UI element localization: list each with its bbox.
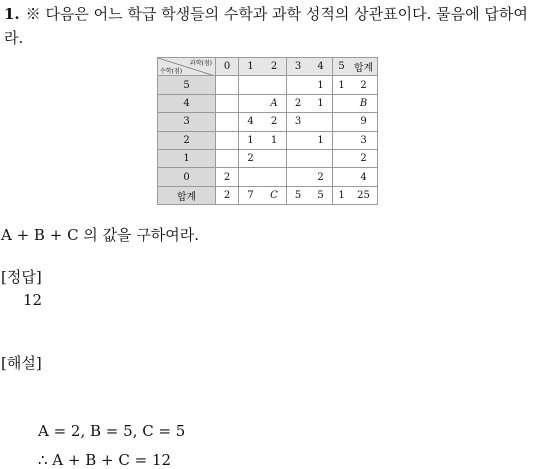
row-header: 합계 <box>158 186 216 204</box>
corner-label-science: 과학(점) <box>189 60 212 67</box>
table-cell <box>262 76 287 94</box>
table-cell <box>333 113 351 131</box>
table-cell: C <box>270 189 278 201</box>
corner-label-math: 수학(점) <box>160 68 183 76</box>
row-total-cell: B <box>350 94 378 112</box>
table-cell: 1 <box>239 131 263 149</box>
table-cell <box>287 131 310 149</box>
table-cell: 1 <box>317 134 324 146</box>
row-total-cell: 4 <box>350 168 378 186</box>
table-cell <box>333 168 351 186</box>
col-header: 4 <box>309 58 333 76</box>
table-cell <box>216 131 239 149</box>
row-header: 4 <box>158 94 216 112</box>
correlation-table-wrapper <box>157 57 378 205</box>
table-cell <box>216 76 239 94</box>
question-text: ※ 다음은 어느 학급 학생들의 수학과 과학 성적의 상관표이다. 물음에 답하여라. <box>4 5 528 47</box>
table-cell <box>216 94 239 112</box>
table-cell <box>287 149 310 167</box>
solution-line-1: A = 2, B = 5, C = 5 <box>38 422 186 440</box>
col-header: 3 <box>287 58 310 76</box>
table-cell <box>309 113 333 131</box>
table-total-row <box>158 186 378 204</box>
table-row <box>158 94 378 112</box>
table-row <box>158 76 378 94</box>
table-row <box>158 168 378 186</box>
row-header: 1 <box>158 149 216 167</box>
table-cell <box>216 113 239 131</box>
row-total-cell: 2 <box>350 76 378 94</box>
table-cell: 2 <box>239 149 263 167</box>
table-cell: 1 <box>317 79 324 91</box>
answer-heading: [정답] <box>1 268 42 286</box>
table-row <box>158 149 378 167</box>
table-cell <box>262 149 287 167</box>
table-cell: 7 <box>239 186 263 204</box>
table-cell <box>333 131 351 149</box>
table-cell: 2 <box>287 94 310 112</box>
table-cell: 1 <box>270 134 278 146</box>
table-cell: 2 <box>317 171 324 183</box>
col-header: 0 <box>216 58 239 76</box>
row-total-cell: 9 <box>350 113 378 131</box>
table-row <box>158 131 378 149</box>
table-cell <box>287 168 310 186</box>
table-row <box>158 113 378 131</box>
col-header: 1 <box>239 58 263 76</box>
col-header: 2 <box>262 58 287 76</box>
table-cell: A <box>270 97 278 109</box>
table-cell: 3 <box>287 113 310 131</box>
table-cell <box>287 76 310 94</box>
table-cell: 1 <box>333 76 351 94</box>
solution-line-2: ∴ A + B + C = 12 <box>38 451 172 469</box>
col-header: 5 <box>333 58 351 76</box>
row-header: 0 <box>158 168 216 186</box>
question-number: 1. <box>4 5 20 23</box>
table-cell: 5 <box>287 186 310 204</box>
row-total-cell: 2 <box>350 149 378 167</box>
table-cell <box>239 76 263 94</box>
row-header: 3 <box>158 113 216 131</box>
table-header-row <box>158 58 378 76</box>
solution-heading: [해설] <box>1 354 42 372</box>
table-cell <box>333 149 351 167</box>
table-cell: 5 <box>317 189 324 201</box>
row-total-cell: 25 <box>350 186 378 204</box>
table-corner-cell <box>158 58 216 76</box>
table-cell: 1 <box>333 186 351 204</box>
table-cell <box>309 149 333 167</box>
table-cell: 2 <box>216 168 239 186</box>
table-cell: 4 <box>239 113 263 131</box>
row-header: 2 <box>158 131 216 149</box>
question <box>4 2 530 50</box>
table-cell <box>239 168 263 186</box>
table-cell <box>262 168 287 186</box>
answer-value: 12 <box>23 291 43 309</box>
col-header-total: 합계 <box>350 58 378 76</box>
table-cell: 2 <box>270 116 278 128</box>
table-cell: 2 <box>216 186 239 204</box>
table-cell <box>333 94 351 112</box>
row-total-cell: 3 <box>350 131 378 149</box>
table-cell: 1 <box>317 97 324 109</box>
table-cell <box>216 149 239 167</box>
problem-prompt: A + B + C 의 값을 구하여라. <box>1 226 200 244</box>
table-cell <box>239 94 263 112</box>
correlation-table <box>157 57 378 205</box>
row-header: 5 <box>158 76 216 94</box>
